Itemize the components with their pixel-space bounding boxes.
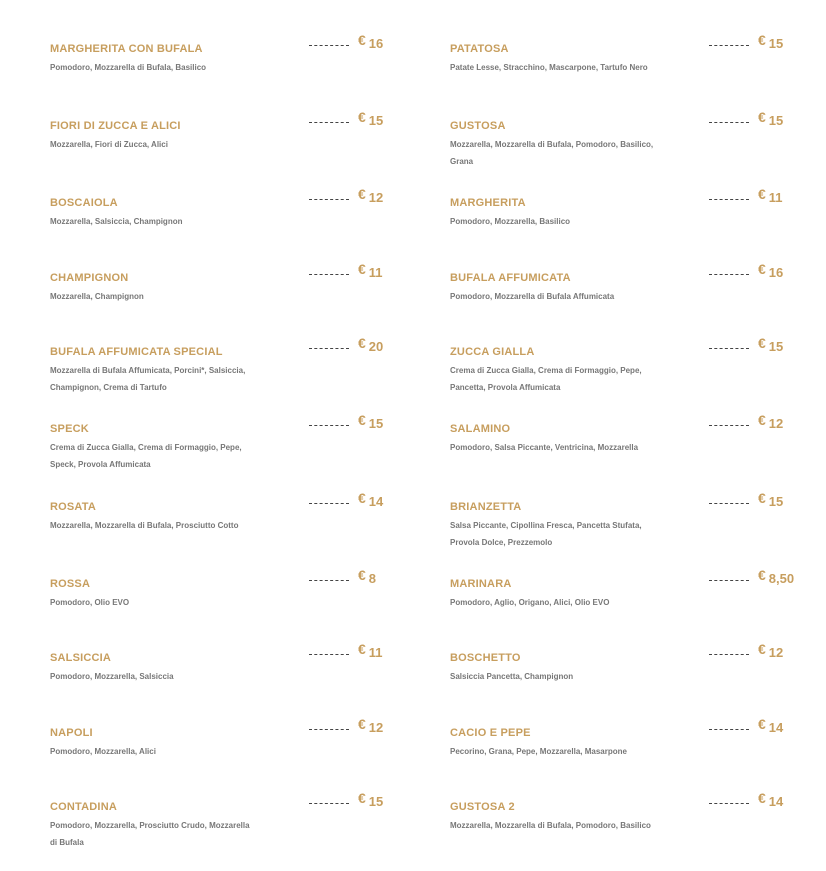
item-price: [358, 261, 383, 282]
item-description: Pomodoro, Salsa Piccante, Ventricina, Mozzarella: [450, 443, 639, 452]
item-price: [758, 567, 795, 588]
price-leader: [309, 654, 349, 655]
currency-symbol: €: [358, 716, 366, 732]
item-description: Pomodoro, Mozzarella di Bufala, Basilico: [50, 63, 207, 72]
item-description: Pecorino, Grana, Pepe, Mozzarella, Masarpone: [450, 747, 627, 756]
item-name: CACIO E PEPE: [450, 727, 531, 739]
price-leader: [309, 199, 349, 200]
price-value: 8,50: [768, 571, 795, 586]
item-description: Pomodoro, Olio EVO: [50, 598, 130, 607]
item-name: BUFALA AFFUMICATA: [450, 272, 571, 284]
price-leader: [709, 580, 749, 581]
menu-item: [0, 641, 400, 722]
item-description: Pomodoro, Aglio, Origano, Alici, Olio EVO: [450, 598, 610, 607]
item-name: FIORI DI ZUCCA E ALICI: [50, 120, 181, 132]
item-price: [758, 335, 784, 356]
item-name: MARGHERITA CON BUFALA: [50, 43, 203, 55]
price-value: 12: [368, 190, 384, 205]
item-price: [758, 641, 784, 662]
item-price: [358, 32, 384, 53]
price-value: 12: [368, 720, 384, 735]
menu-item: [0, 32, 400, 113]
currency-symbol: €: [358, 32, 366, 48]
menu-item: [0, 412, 400, 493]
price-value: 15: [768, 36, 784, 51]
price-value: 14: [768, 794, 784, 809]
price-value: 20: [368, 339, 384, 354]
menu-item: [400, 261, 800, 342]
menu-item: [400, 641, 800, 722]
item-name: PATATOSA: [450, 43, 509, 55]
item-name: GUSTOSA 2: [450, 801, 515, 813]
menu-item: [400, 412, 800, 493]
price-leader: [309, 729, 349, 730]
item-name: MARINARA: [450, 578, 512, 590]
item-name: BRIANZETTA: [450, 501, 522, 513]
currency-symbol: €: [358, 641, 366, 657]
price-value: 12: [768, 645, 784, 660]
price-leader: [309, 348, 349, 349]
item-description: Pomodoro, Mozzarella, Prosciutto Crudo, Mozzarella di Bufala: [50, 821, 250, 847]
price-leader: [709, 45, 749, 46]
menu-item: [0, 109, 400, 190]
menu-item: [400, 32, 800, 113]
item-description: Salsiccia Pancetta, Champignon: [450, 672, 574, 681]
price-value: 15: [768, 494, 784, 509]
currency-symbol: €: [758, 32, 766, 48]
item-description: Mozzarella di Bufala Affumicata, Porcini*, Salsiccia, Champignon, Crema di Tartufo: [50, 366, 246, 392]
item-price: [758, 186, 783, 207]
price-leader: [709, 348, 749, 349]
item-name: MARGHERITA: [450, 197, 526, 209]
menu-item: [0, 716, 400, 797]
price-leader: [709, 803, 749, 804]
item-name: BUFALA AFFUMICATA SPECIAL: [50, 346, 223, 358]
menu-item: [400, 109, 800, 190]
item-description: Pomodoro, Mozzarella, Salsiccia: [50, 672, 174, 681]
price-leader: [709, 199, 749, 200]
menu-item: [400, 490, 800, 571]
item-description: Mozzarella, Mozzarella di Bufala, Prosciutto Cotto: [50, 521, 239, 530]
item-name: SPECK: [50, 423, 89, 435]
price-value: 11: [368, 265, 383, 280]
price-leader: [309, 425, 349, 426]
item-name: SALAMINO: [450, 423, 511, 435]
item-price: [358, 186, 384, 207]
item-price: [358, 335, 384, 356]
price-value: 15: [368, 416, 384, 431]
currency-symbol: €: [758, 567, 766, 583]
menu-item: [400, 567, 800, 648]
price-leader: [309, 503, 349, 504]
menu-item: [0, 335, 400, 416]
price-value: 14: [768, 720, 784, 735]
item-name: ROSATA: [50, 501, 97, 513]
item-price: [358, 412, 384, 433]
item-price: [758, 261, 784, 282]
menu-item: [400, 335, 800, 416]
currency-symbol: €: [358, 412, 366, 428]
price-value: 14: [368, 494, 384, 509]
currency-symbol: €: [758, 261, 766, 277]
price-leader: [709, 654, 749, 655]
item-description: Crema di Zucca Gialla, Crema di Formaggio, Pepe, Speck, Provola Affumicata: [50, 443, 242, 469]
item-description: Patate Lesse, Stracchino, Mascarpone, Tartufo Nero: [450, 63, 648, 72]
item-description: Pomodoro, Mozzarella, Alici: [50, 747, 156, 756]
price-leader: [709, 122, 749, 123]
menu-item: [0, 186, 400, 267]
item-name: CHAMPIGNON: [50, 272, 129, 284]
item-price: [758, 490, 784, 511]
currency-symbol: €: [358, 790, 366, 806]
price-value: 8: [368, 571, 377, 586]
currency-symbol: €: [758, 790, 766, 806]
price-leader: [709, 274, 749, 275]
currency-symbol: €: [758, 716, 766, 732]
item-description: Salsa Piccante, Cipollina Fresca, Pancetta Stufata, Provola Dolce, Prezzemolo: [450, 521, 642, 547]
item-price: [358, 490, 384, 511]
item-name: ROSSA: [50, 578, 91, 590]
currency-symbol: €: [758, 186, 766, 202]
item-price: [358, 790, 384, 811]
price-value: 16: [768, 265, 784, 280]
item-price: [358, 716, 384, 737]
currency-symbol: €: [758, 335, 766, 351]
currency-symbol: €: [358, 261, 366, 277]
price-value: 11: [768, 190, 783, 205]
price-leader: [309, 580, 349, 581]
item-price: [758, 109, 784, 130]
item-price: [358, 567, 377, 588]
item-name: ZUCCA GIALLA: [450, 346, 535, 358]
price-leader: [709, 729, 749, 730]
item-price: [758, 790, 784, 811]
currency-symbol: €: [358, 567, 366, 583]
item-name: CONTADINA: [50, 801, 117, 813]
currency-symbol: €: [358, 490, 366, 506]
item-price: [758, 412, 784, 433]
price-value: 16: [368, 36, 384, 51]
menu-item: [0, 567, 400, 648]
price-value: 11: [368, 645, 383, 660]
menu-item: [0, 490, 400, 571]
price-leader: [309, 122, 349, 123]
price-leader: [709, 503, 749, 504]
item-name: SALSICCIA: [50, 652, 112, 664]
item-description: Pomodoro, Mozzarella, Basilico: [450, 217, 571, 226]
currency-symbol: €: [358, 186, 366, 202]
price-leader: [309, 45, 349, 46]
item-description: Mozzarella, Champignon: [50, 292, 144, 301]
item-description: Mozzarella, Mozzarella di Bufala, Pomodoro, Basilico: [450, 821, 651, 830]
item-price: [758, 716, 784, 737]
item-description: Mozzarella, Fiori di Zucca, Alici: [50, 140, 168, 149]
currency-symbol: €: [758, 641, 766, 657]
menu-item: [400, 186, 800, 267]
price-leader: [309, 274, 349, 275]
item-name: BOSCAIOLA: [50, 197, 118, 209]
price-value: 15: [368, 113, 384, 128]
item-name: NAPOLI: [50, 727, 93, 739]
menu-item: [400, 716, 800, 797]
item-description: Mozzarella, Mozzarella di Bufala, Pomodoro, Basilico, Grana: [450, 140, 654, 166]
price-value: 15: [368, 794, 384, 809]
currency-symbol: €: [758, 490, 766, 506]
price-value: 15: [768, 113, 784, 128]
menu-item: [0, 790, 400, 871]
price-leader: [309, 803, 349, 804]
price-leader: [709, 425, 749, 426]
currency-symbol: €: [758, 412, 766, 428]
item-price: [358, 109, 384, 130]
item-description: Crema di Zucca Gialla, Crema di Formaggio, Pepe, Pancetta, Provola Affumicata: [450, 366, 642, 392]
item-price: [358, 641, 383, 662]
item-price: [758, 32, 784, 53]
menu-item: [0, 261, 400, 342]
currency-symbol: €: [758, 109, 766, 125]
price-value: 12: [768, 416, 784, 431]
item-name: BOSCHETTO: [450, 652, 521, 664]
menu-item: [400, 790, 800, 871]
currency-symbol: €: [358, 335, 366, 351]
price-value: 15: [768, 339, 784, 354]
item-description: Pomodoro, Mozzarella di Bufala Affumicata: [450, 292, 615, 301]
item-name: GUSTOSA: [450, 120, 506, 132]
currency-symbol: €: [358, 109, 366, 125]
item-description: Mozzarella, Salsiccia, Champignon: [50, 217, 183, 226]
